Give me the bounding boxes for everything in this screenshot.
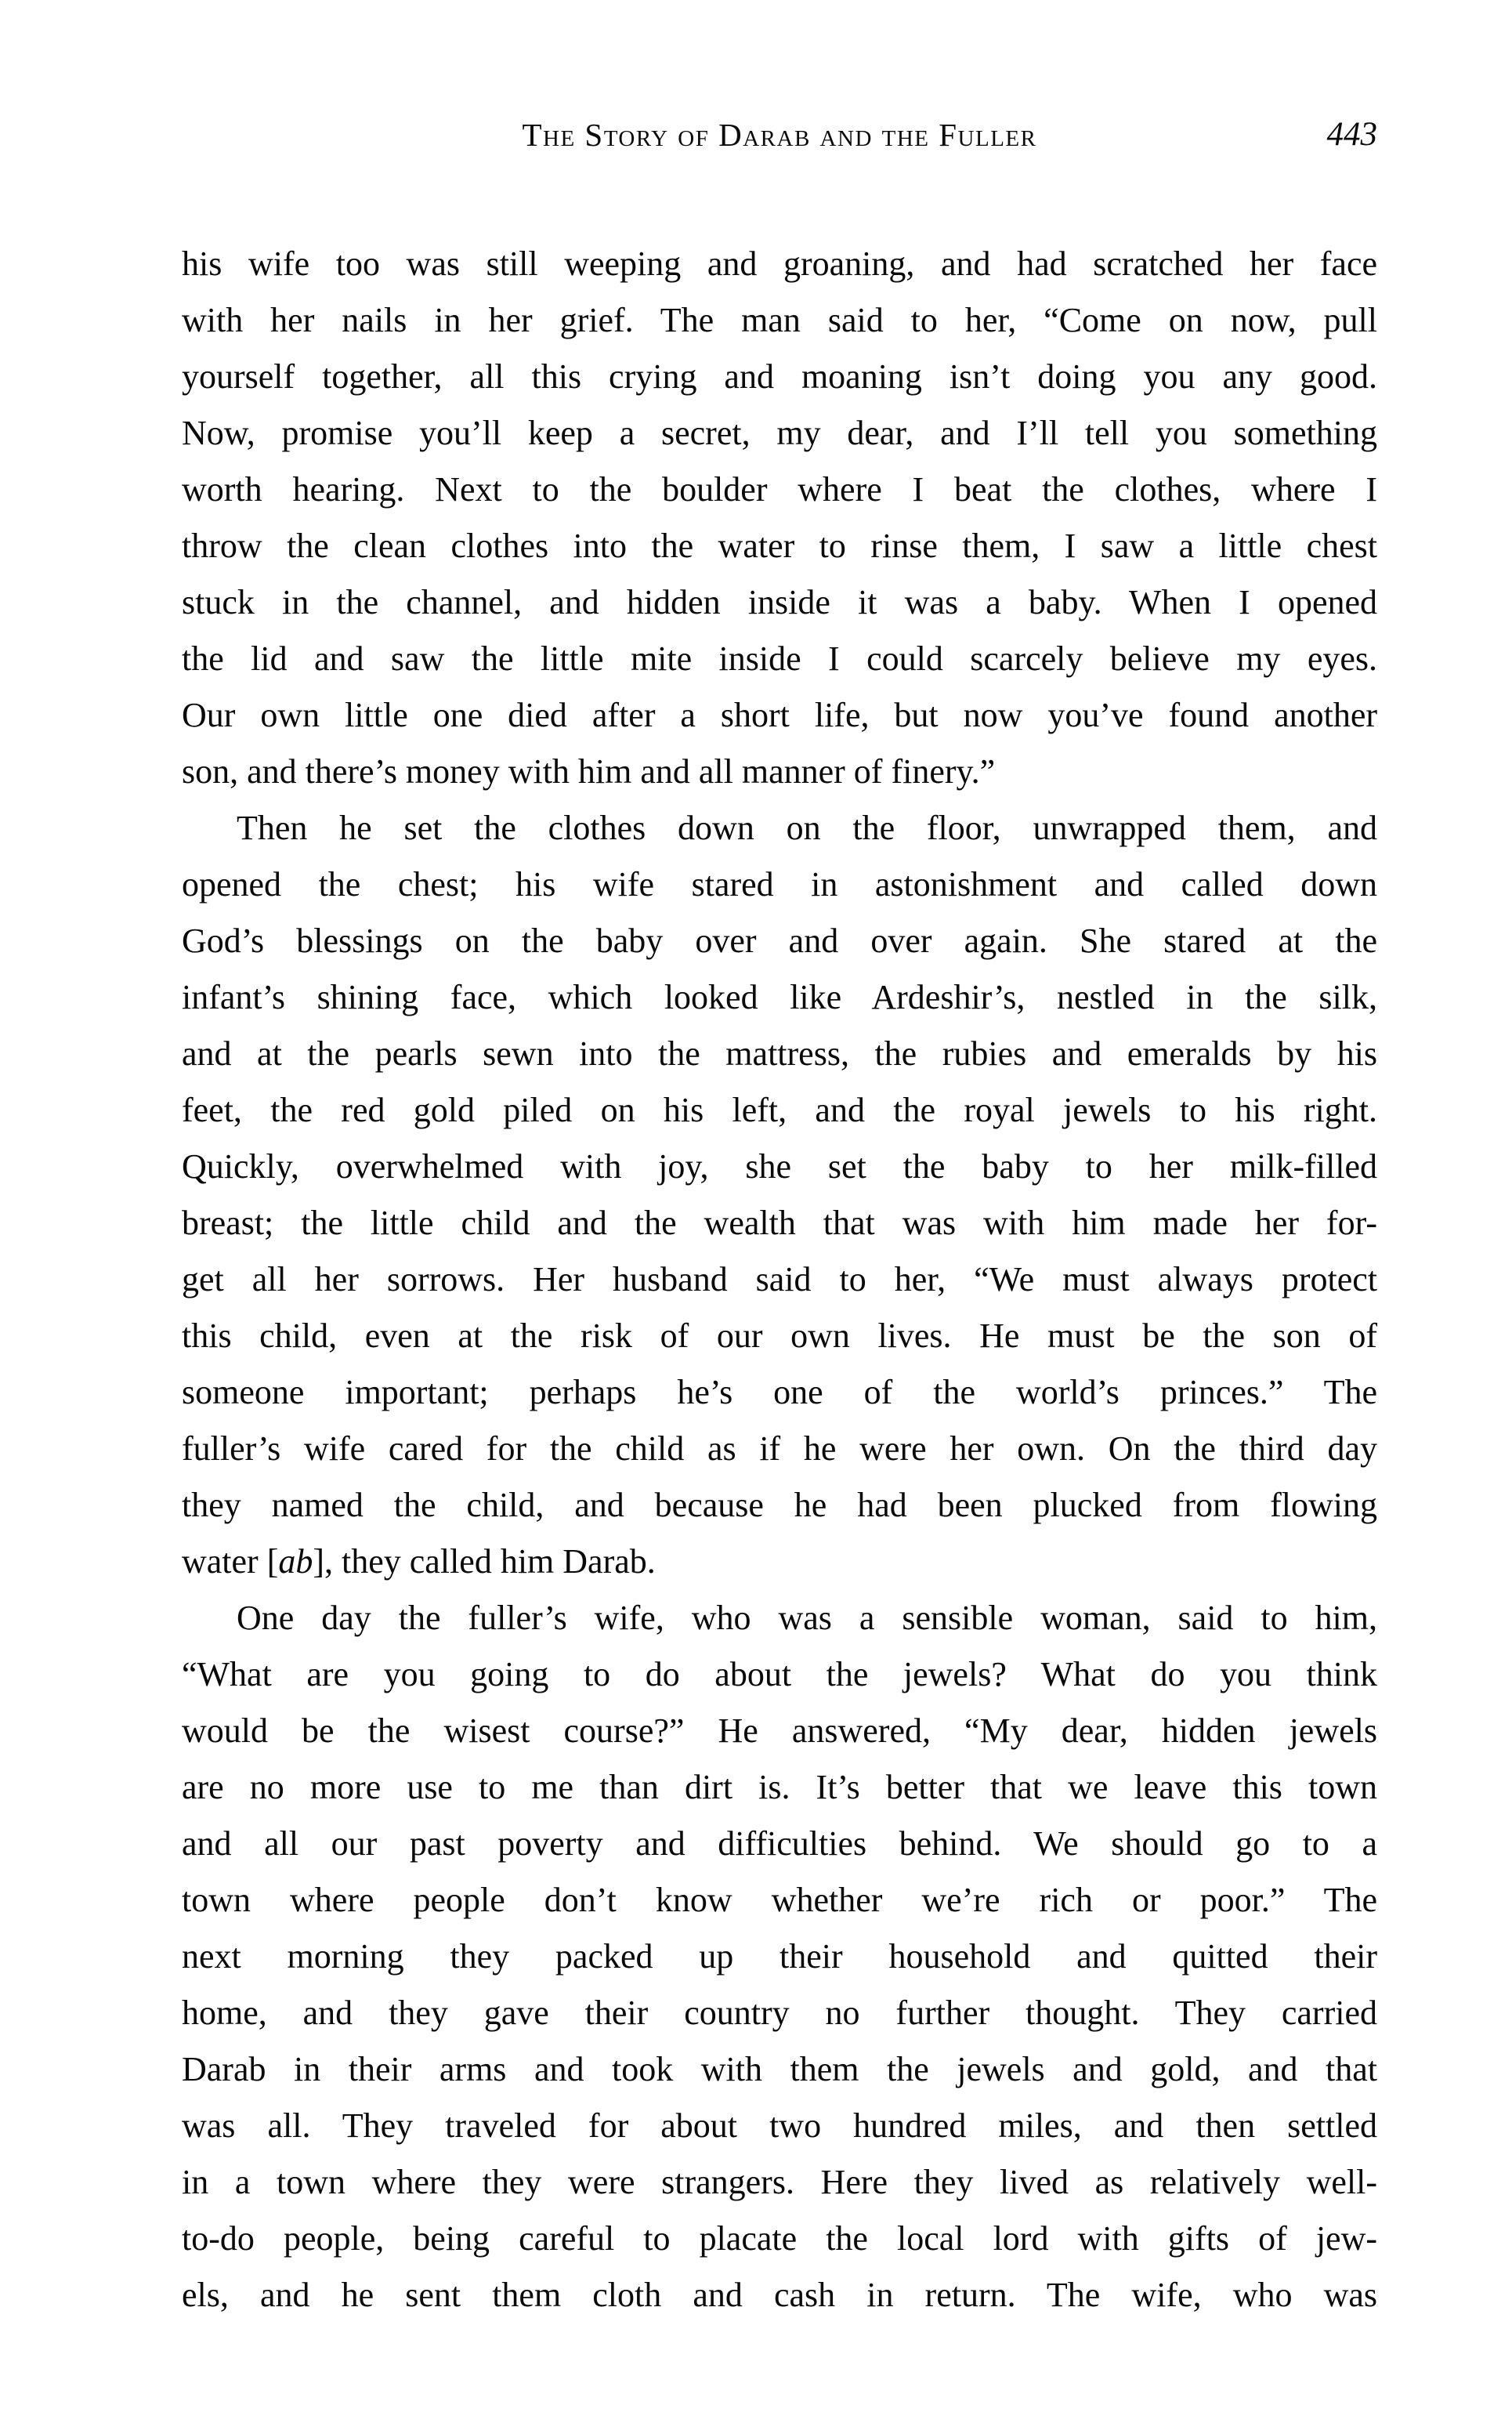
text-line: Now, promise you’ll keep a secret, my dear, and I’ll tell you something: [182, 414, 1377, 452]
page-number: 443: [1326, 116, 1377, 153]
text-line: els, and he sent them cloth and cash in return. The wife, who was: [182, 2276, 1377, 2314]
text-line: and at the pearls sewn into the mattress, the rubies and emeralds by his: [182, 1034, 1377, 1073]
paragraph: [182, 236, 1377, 800]
text-line: Our own little one died after a short life, but now you’ve found another: [182, 696, 1377, 734]
text-segment: water [: [182, 1542, 279, 1581]
text-line: get all her sorrows. Her husband said to her, “We must always protect: [182, 1260, 1377, 1298]
text-line: and all our past poverty and difficulties behind. We should go to a: [182, 1824, 1377, 1863]
running-head: [182, 114, 1377, 165]
paragraph: [182, 1590, 1377, 2323]
text-line: breast; the little child and the wealth that was with him made her for-: [182, 1204, 1377, 1242]
text-line: are no more use to me than dirt is. It’s better that we leave this town: [182, 1768, 1377, 1806]
text-line: God’s blessings on the baby over and over again. She stared at the: [182, 922, 1377, 960]
text-line: this child, even at the risk of our own lives. He must be the son of: [182, 1317, 1377, 1355]
text-line: the lid and saw the little mite inside I could scarcely believe my eyes.: [182, 639, 1377, 678]
text-line: Then he set the clothes down on the floor, unwrapped them, and: [237, 809, 1377, 847]
text-line: [182, 1534, 1377, 1590]
text-line: One day the fuller’s wife, who was a sensible woman, said to him,: [237, 1599, 1377, 1637]
text-line: opened the chest; his wife stared in astonishment and called down: [182, 865, 1377, 904]
text-line: “What are you going to do about the jewels? What do you think: [182, 1655, 1377, 1693]
text-line: Quickly, overwhelmed with joy, she set the baby to her milk-filled: [182, 1147, 1377, 1186]
running-header-title: The Story of Darab and the Fuller: [522, 117, 1037, 153]
text-line: yourself together, all this crying and moaning isn’t doing you any good.: [182, 357, 1377, 396]
text-line: town where people don’t know whether we’re rich or poor.” The: [182, 1881, 1377, 1919]
text-line: fuller’s wife cared for the child as if he were her own. On the third day: [182, 1429, 1377, 1468]
text-line: was all. They traveled for about two hundred miles, and then settled: [182, 2106, 1377, 2145]
text-segment: ], they called him Darab.: [313, 1542, 656, 1581]
text-line: worth hearing. Next to the boulder where I beat the clothes, where I: [182, 470, 1377, 509]
text-line: they named the child, and because he had been plucked from flowing: [182, 1486, 1377, 1524]
text-line: stuck in the channel, and hidden inside it was a baby. When I opened: [182, 583, 1377, 621]
text-line: someone important; perhaps he’s one of the world’s princes.” The: [182, 1373, 1377, 1411]
text-line: in a town where they were strangers. Here they lived as relatively well-: [182, 2163, 1377, 2201]
italic-text: ab: [278, 1542, 313, 1581]
text-line: his wife too was still weeping and groaning, and had scratched her face: [182, 244, 1377, 283]
text-line: with her nails in her grief. The man said to her, “Come on now, pull: [182, 301, 1377, 339]
text-line: to-do people, being careful to placate the local lord with gifts of jew-: [182, 2219, 1377, 2258]
text-line: feet, the red gold piled on his left, and the royal jewels to his right.: [182, 1091, 1377, 1129]
body-text: [182, 236, 1377, 2323]
paragraph: [182, 800, 1377, 1590]
text-line: infant’s shining face, which looked like Ardeshir’s, nestled in the silk,: [182, 978, 1377, 1016]
text-line: son, and there’s money with him and all manner of finery.”: [182, 752, 996, 791]
text-line: home, and they gave their country no further thought. They carried: [182, 1994, 1377, 2032]
text-line: next morning they packed up their household and quitted their: [182, 1937, 1377, 1976]
text-line: would be the wisest course?” He answered, “My dear, hidden jewels: [182, 1711, 1377, 1750]
text-line: throw the clean clothes into the water to rinse them, I saw a little chest: [182, 527, 1377, 565]
text-line: Darab in their arms and took with them the jewels and gold, and that: [182, 2050, 1377, 2088]
